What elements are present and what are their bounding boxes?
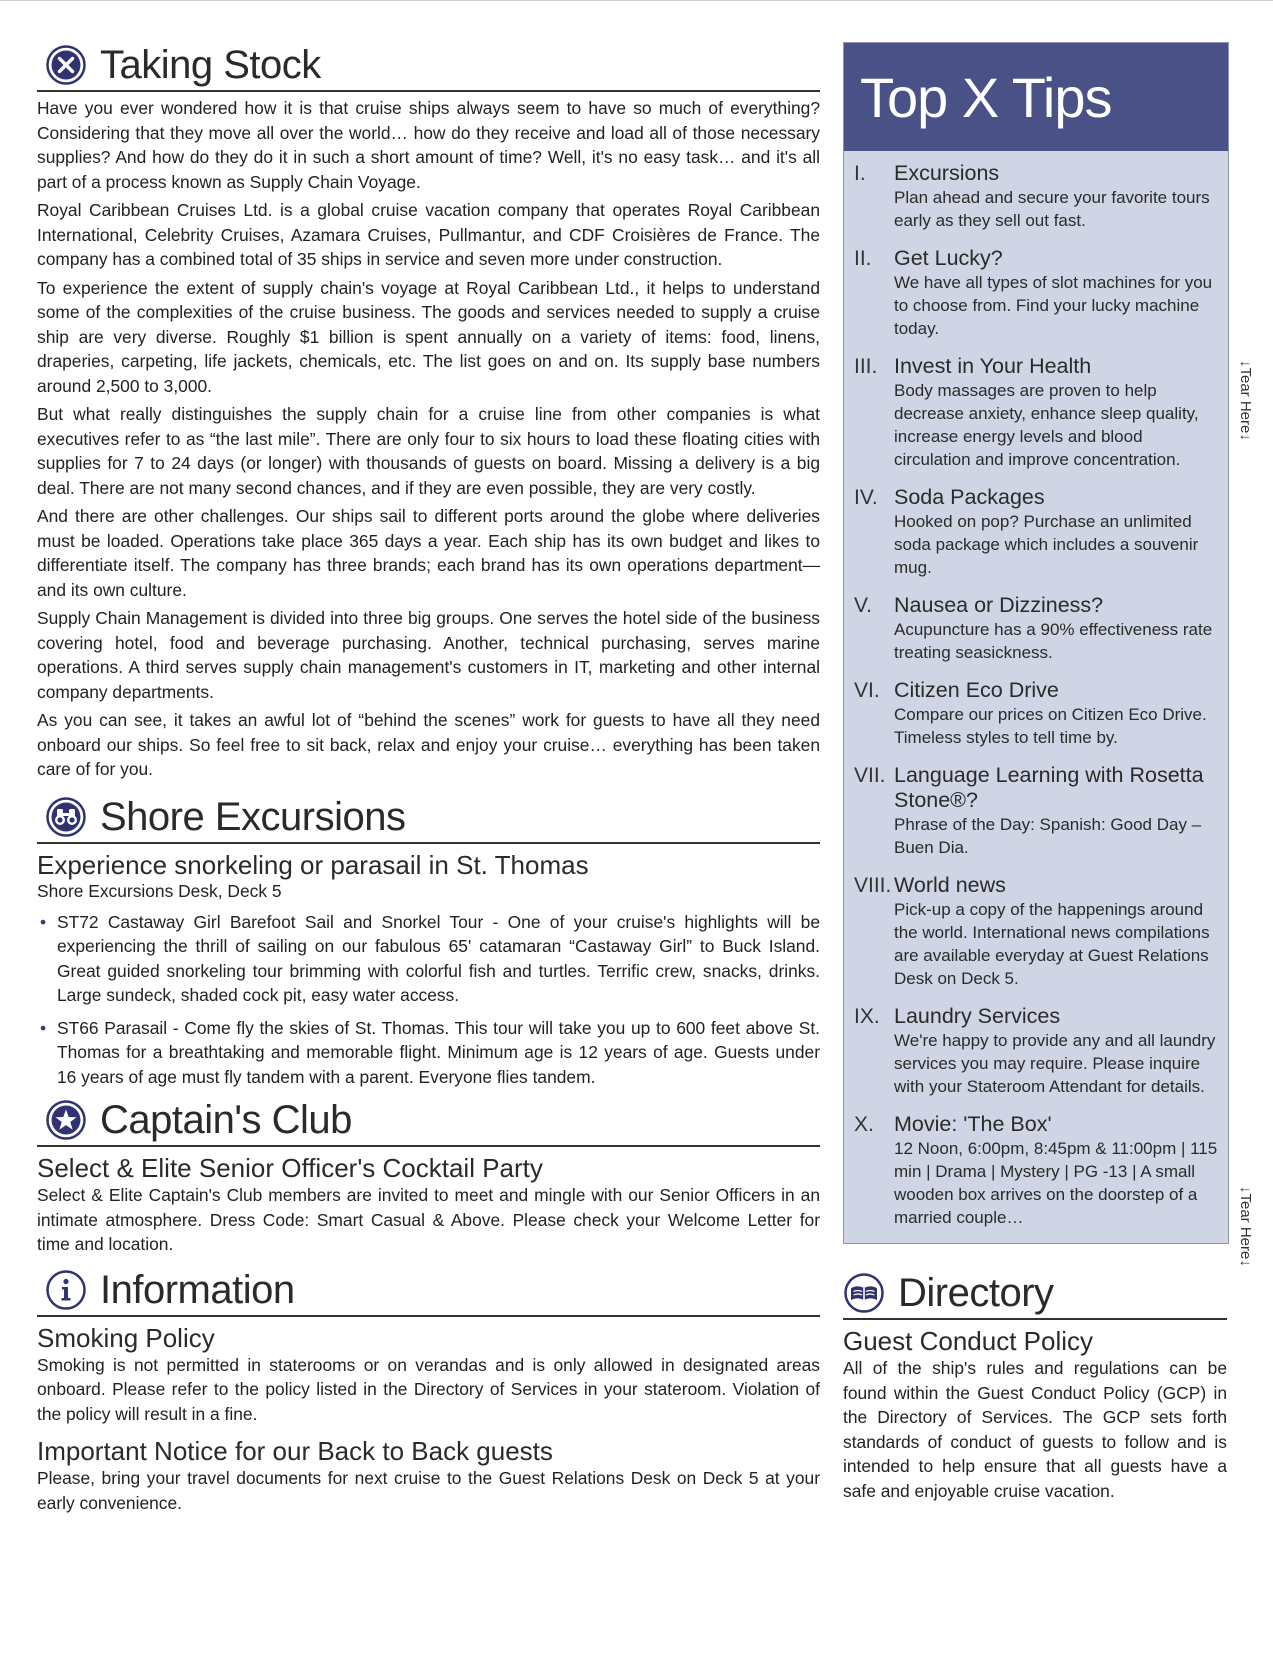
- tip-item: [854, 593, 1218, 664]
- tip-item: [854, 485, 1218, 579]
- information-header: [37, 1267, 820, 1317]
- tip-title: Language Learning with Rosetta Stone®?: [894, 763, 1204, 812]
- tip-number: I.: [854, 162, 866, 185]
- info-icon: [45, 1269, 87, 1311]
- captains-club-text: Select & Elite Captain's Club members are invited to meet and mingle with our Senior Officers in an intimate atmosphere. Dress Code: Smart Casual & Above. Please check your Welcome Letter for time and location.: [37, 1185, 820, 1254]
- taking-stock-paragraph: Royal Caribbean Cruises Ltd. is a global cruise vacation company that operates Royal Caribbean International, Celebrity Cruises, Azamara Cruises, Pullmantur, and CDF Croisières de France. The company has a combined total of 35 ships in service and seven more under construction.: [37, 200, 820, 269]
- tip-text: Pick-up a copy of the happenings around the world. International news compilations are available everyday at Guest Relations Desk on Deck 5.: [894, 900, 1210, 988]
- tip-content: [894, 1004, 1218, 1098]
- shore-excursions-location: Shore Excursions Desk, Deck 5: [37, 880, 282, 901]
- tip-text: Body massages are proven to help decrease anxiety, enhance sleep quality, increase energy levels and blood circulation and improve concentration.: [894, 381, 1199, 469]
- tip-number: V.: [854, 594, 872, 617]
- taking-stock-paragraph: But what really distinguishes the supply chain for a cruise line from other companies is what executives refer to as “the last mile”. There are only four to six hours to load these floating cities with supplies for 7 to 24 days (or longer) with thousands of guests on board. Missing a delivery is a big deal. There are not many second chances, and if they are even possible, they are very costly.: [37, 404, 820, 498]
- tip-content: [894, 161, 1218, 232]
- main-column: [37, 42, 820, 1515]
- tip-title: Movie: 'The Box': [894, 1112, 1052, 1136]
- information-section: [37, 1267, 820, 1516]
- guest-conduct-text: All of the ship's rules and regulations can be found within the Guest Conduct Policy (GCP) in the Directory of Services. The GCP sets forth standards of conduct of guests to follow and is intended to help ensure that all guests have a safe and enjoyable cruise vacation.: [843, 1358, 1227, 1501]
- tip-item: [854, 678, 1218, 749]
- book-icon: [843, 1272, 885, 1314]
- tip-content: [894, 1112, 1218, 1229]
- star-icon: [45, 1099, 87, 1141]
- directory-header: [843, 1270, 1227, 1320]
- back-to-back-notice-subhead: Important Notice for our Back to Back guests: [37, 1436, 553, 1466]
- x-circle-icon: [45, 44, 87, 86]
- captains-club-section: [37, 1097, 820, 1257]
- tip-number: IX.: [854, 1005, 880, 1028]
- tip-text: We're happy to provide any and all laundry services you may require. Please inquire with your Stateroom Attendant for details.: [894, 1031, 1216, 1096]
- tip-content: [894, 485, 1218, 579]
- tip-number: VI.: [854, 679, 880, 702]
- taking-stock-paragraph: And there are other challenges. Our ships sail to different ports around the globe where deliveries must be loaded. Operations take place 365 days a year. Each ship has its own budget and likes to differentiate itself. The company has three brands; each brand has its own operations department—and its own culture.: [37, 506, 820, 600]
- top-tips-title: Top X Tips: [860, 65, 1112, 129]
- tip-item: [854, 1112, 1218, 1229]
- shore-excursions-header: [37, 794, 820, 844]
- shore-excursions-title: Shore Excursions: [100, 794, 406, 839]
- tip-title: Get Lucky?: [894, 246, 1003, 270]
- tip-content: [894, 678, 1218, 749]
- tip-text: 12 Noon, 6:00pm, 8:45pm & 11:00pm | 115 min | Drama | Mystery | PG -13 | A small wooden box arrives on the doorstep of a married couple…: [894, 1139, 1218, 1227]
- tip-text: Plan ahead and secure your favorite tours early as they sell out fast.: [894, 188, 1210, 230]
- taking-stock-paragraph: Supply Chain Management is divided into three big groups. One serves the hotel side of the business covering hotel, food and beverage purchasing. Another, technical purchasing, serves marine operations. A third serves supply chain management's customers in IT, marketing and other internal company departments.: [37, 608, 820, 702]
- tip-item: [854, 1004, 1218, 1098]
- shore-excursions-section: [37, 794, 820, 1090]
- tip-text: Compare our prices on Citizen Eco Drive. Timeless styles to tell time by.: [894, 705, 1207, 747]
- top-tips-header: [844, 43, 1228, 151]
- top-rule: [0, 0, 1273, 1]
- top-tips-box: [843, 42, 1229, 1244]
- information-title: Information: [100, 1267, 295, 1312]
- smoking-policy-text: Smoking is not permitted in staterooms or on verandas and is only allowed in designated areas onboard. Please refer to the policy listed in the Directory of Services in your stateroom. Violation of the policy will result in a fine.: [37, 1354, 820, 1424]
- tip-text: Acupuncture has a 90% effectiveness rate treating seasickness.: [894, 620, 1213, 662]
- tip-title: Citizen Eco Drive: [894, 678, 1059, 702]
- taking-stock-section: [37, 42, 820, 782]
- tip-number: III.: [854, 355, 878, 378]
- guest-conduct-subhead: Guest Conduct Policy: [843, 1326, 1094, 1356]
- taking-stock-paragraph: Have you ever wondered how it is that cruise ships always seem to have so much of everything? Considering that they move all over the world… how do they receive and load all of those necessary supplies? And how do they do it in such a short amount of time? Well, it's no easy task… and it's all part of a process known as Supply Chain Voyage.: [37, 98, 820, 192]
- back-to-back-notice-text: Please, bring your travel documents for next cruise to the Guest Relations Desk on Deck 5 at your early convenience.: [37, 1468, 820, 1513]
- shore-excursions-subhead: Experience snorkeling or parasail in St. Thomas: [37, 849, 589, 880]
- taking-stock-header: [37, 42, 820, 92]
- tear-here-label: ↓Tear Here↓: [1237, 1186, 1254, 1267]
- directory-title: Directory: [898, 1271, 1054, 1315]
- tip-number: X.: [854, 1113, 874, 1136]
- captains-club-title: Captain's Club: [100, 1098, 352, 1142]
- tip-number: VIII.: [854, 874, 892, 897]
- tip-item: [854, 354, 1218, 471]
- tip-number: II.: [854, 247, 872, 270]
- tip-title: Nausea or Dizziness?: [894, 593, 1104, 617]
- tip-content: [894, 246, 1218, 340]
- binoculars-icon: [45, 796, 87, 838]
- top-tips-list: [844, 151, 1228, 1243]
- captains-club-header: [37, 1097, 820, 1147]
- list-item: • ST66 Parasail - Come fly the skies of St. Thomas. This tour will take you up to 600 feet above St. Thomas for a breathtaking and memorable flight. Minimum age is 12 years of age. Guests under 16 years of age must fly tandem with a parent. Everyone flies tandem.: [37, 1016, 820, 1090]
- tip-item: [854, 873, 1218, 990]
- tip-text: Hooked on pop? Purchase an unlimited soda package which includes a souvenir mug.: [894, 512, 1199, 577]
- tear-here-label: ↓Tear Here↓: [1237, 360, 1254, 441]
- directory-section: [843, 1270, 1227, 1503]
- excursion-list: [37, 910, 820, 1090]
- tip-title: World news: [894, 873, 1006, 897]
- tip-number: IV.: [854, 486, 878, 509]
- tip-text: Phrase of the Day: Spanish: Good Day – Buen Dia.: [894, 815, 1202, 857]
- tip-title: Soda Packages: [894, 485, 1045, 509]
- taking-stock-paragraph: To experience the extent of supply chain's voyage at Royal Caribbean Ltd., it helps to understand some of the complexities of the cruise business. The goods and services needed to supply a cruise ship are very diverse. Roughly $1 billion is spent annually on a variety of items: food, linens, draperies, carpeting, life jackets, chemicals, etc. The list goes on and on. Its supply base numbers around 2,500 to 3,000.: [37, 277, 820, 396]
- tip-content: [894, 763, 1218, 859]
- tip-title: Invest in Your Health: [894, 354, 1092, 378]
- tip-content: [894, 873, 1218, 990]
- tip-item: [854, 246, 1218, 340]
- tip-item: [854, 161, 1218, 232]
- taking-stock-paragraph: As you can see, it takes an awful lot of “behind the scenes” work for guests to have all they need onboard our ships. So feel free to sit back, relax and enjoy your cruise… everything has been taken care of for you.: [37, 710, 820, 779]
- tip-content: [894, 354, 1218, 471]
- tip-text: We have all types of slot machines for you to choose from. Find your lucky machine today.: [894, 273, 1213, 338]
- list-item: • ST72 Castaway Girl Barefoot Sail and Snorkel Tour - One of your cruise's highlights will be experiencing the thrill of sailing on our fabulous 65' catamaran “Castaway Girl” to Buck Island. Great guided snorkeling tour brimming with colorful fish and turtles. Terrific crew, snacks, drinks. Large sundeck, shaded cock pit, easy water access.: [37, 910, 820, 1008]
- tip-content: [894, 593, 1218, 664]
- sidebar-column: [843, 42, 1227, 1503]
- captains-club-subhead: Select & Elite Senior Officer's Cocktail Party: [37, 1153, 543, 1183]
- tip-title: Excursions: [894, 161, 1000, 185]
- tip-title: Laundry Services: [894, 1004, 1061, 1028]
- tip-number: VII.: [854, 764, 886, 787]
- tip-item: [854, 763, 1218, 859]
- smoking-policy-subhead: Smoking Policy: [37, 1322, 215, 1353]
- taking-stock-title: Taking Stock: [100, 43, 321, 87]
